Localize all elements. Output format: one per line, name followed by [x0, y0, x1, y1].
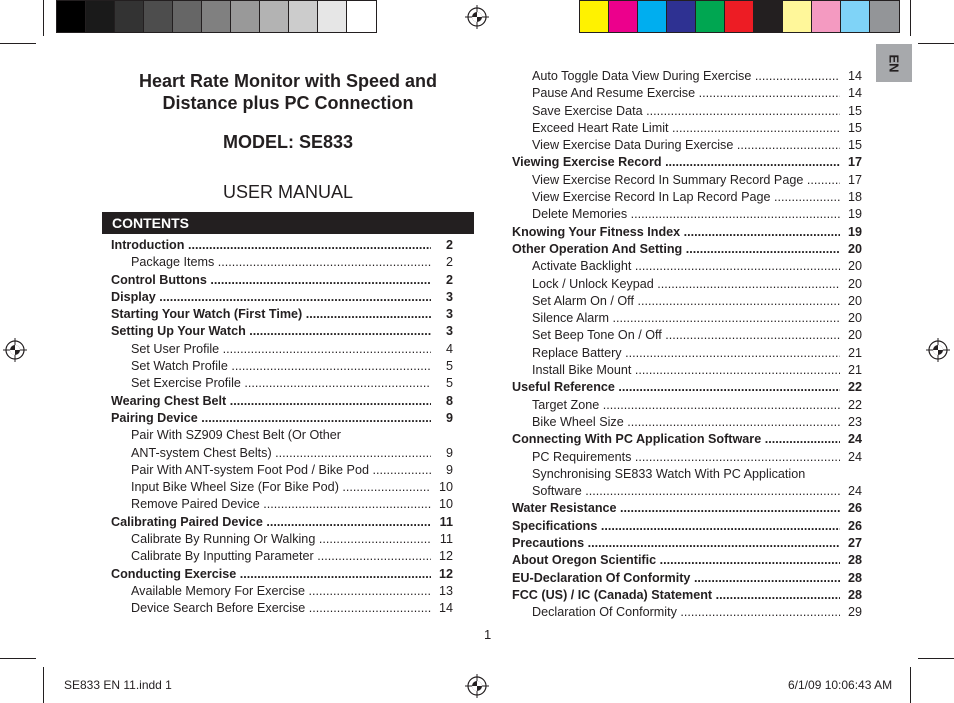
toc-entry-title: Calibrating Paired Device ..... [111, 514, 431, 531]
toc-entry-page: 12 [431, 548, 453, 565]
page-number: 1 [484, 627, 492, 642]
toc-entry-page: 24 [840, 449, 862, 466]
toc-entry-title: Remove Paired Device ..... [111, 496, 431, 513]
color-swatch [754, 1, 783, 32]
toc-entry-page: 15 [840, 103, 862, 120]
color-swatch [260, 1, 289, 32]
toc-entry-title: Pause And Resume Exercise ..... [512, 85, 840, 102]
toc-entry-title: Set Watch Profile ..... [111, 358, 431, 375]
manual-title-line-2: Distance plus PC Connection [162, 93, 414, 113]
toc-entry [512, 154, 862, 171]
toc-entry-page: 23 [840, 414, 862, 431]
toc-entry-page: 21 [840, 362, 862, 379]
toc-entry [512, 500, 862, 517]
toc-entry-title: Delete Memories ..... [512, 206, 840, 223]
color-swatch [725, 1, 754, 32]
language-tab [876, 44, 912, 82]
toc-entry-title: Synchronising SE833 Watch With PC Application [532, 466, 806, 481]
toc-entry [512, 241, 862, 258]
toc-entry-title: Pair With SZ909 Chest Belt (Or Other [131, 428, 341, 443]
toc-entry-page: 28 [840, 587, 862, 604]
toc-entry [512, 206, 862, 223]
toc-entry [512, 379, 862, 396]
crop-mark [43, 0, 44, 36]
toc-entry-page: 18 [840, 189, 862, 206]
toc-entry [111, 323, 453, 340]
toc-entry [512, 258, 862, 275]
color-swatch [115, 1, 144, 32]
toc-entry-title: Set Beep Tone On / Off ..... [512, 327, 840, 344]
toc-entry-title: View Exercise Record In Summary Record Page ..... [512, 172, 840, 189]
crop-mark [43, 667, 44, 703]
toc-entry [111, 548, 453, 565]
crop-mark [910, 0, 911, 36]
toc-entry [111, 600, 453, 617]
toc-entry-page: 24 [840, 483, 862, 500]
registration-mark-icon [465, 5, 489, 29]
toc-entry-title: Set User Profile ..... [111, 341, 431, 358]
toc-entry-page: 19 [840, 206, 862, 223]
toc-entry-page: 19 [840, 224, 862, 241]
toc-entry-title: Available Memory For Exercise ..... [111, 583, 431, 600]
toc-entry-page: 11 [431, 531, 453, 548]
color-swatch [231, 1, 260, 32]
model-number: MODEL: SE833 [222, 132, 354, 152]
toc-entry [512, 414, 862, 431]
toc-entry [512, 327, 862, 344]
footer-filename: SE833 EN 11.indd 1 [64, 678, 172, 692]
color-swatch [783, 1, 812, 32]
toc-entry [512, 431, 862, 448]
toc-entry-title: Other Operation And Setting ..... [512, 241, 840, 258]
toc-entry [512, 276, 862, 293]
toc-entry-title: Setting Up Your Watch ..... [111, 323, 431, 340]
toc-entry [111, 427, 453, 444]
toc-entry-title: Water Resistance ..... [512, 500, 840, 517]
toc-entry-title: Silence Alarm ..... [512, 310, 840, 327]
manual-title-line-1: Heart Rate Monitor with Speed and [138, 71, 438, 91]
toc-entry [512, 120, 862, 137]
toc-entry-title: Set Alarm On / Off ..... [512, 293, 840, 310]
toc-entry-title: EU-Declaration Of Conformity ..... [512, 570, 840, 587]
toc-entry-page: 20 [840, 327, 862, 344]
toc-entry-title: View Exercise Data During Exercise ..... [512, 137, 840, 154]
grayscale-color-bar [56, 0, 377, 33]
toc-entry [111, 496, 453, 513]
toc-entry [111, 566, 453, 583]
color-swatch [870, 1, 899, 32]
toc-entry [111, 514, 453, 531]
toc-entry-page: 2 [431, 254, 453, 271]
toc-entry-title: FCC (US) / IC (Canada) Statement ..... [512, 587, 840, 604]
toc-entry-page: 11 [431, 514, 453, 531]
toc-entry-page: 21 [840, 345, 862, 362]
color-swatch [318, 1, 347, 32]
toc-entry-page: 20 [840, 293, 862, 310]
toc-entry [111, 358, 453, 375]
toc-entry-title: Auto Toggle Data View During Exercise ..... [512, 68, 840, 85]
color-swatch [812, 1, 841, 32]
toc-entry [512, 397, 862, 414]
toc-entry-title: Useful Reference ..... [512, 379, 840, 396]
toc-entry-page: 15 [840, 120, 862, 137]
color-swatch [289, 1, 318, 32]
toc-entry [111, 479, 453, 496]
toc-entry-title: Input Bike Wheel Size (For Bike Pod) ..... [111, 479, 431, 496]
toc-entry-page: 10 [431, 479, 453, 496]
toc-entry-title: Starting Your Watch (First Time) ..... [111, 306, 431, 323]
toc-entry-title: About Oregon Scientific ..... [512, 552, 840, 569]
toc-entry [512, 310, 862, 327]
toc-entry [111, 393, 453, 410]
toc-entry-page: 9 [431, 410, 453, 427]
toc-entry [512, 85, 862, 102]
toc-entry-page: 22 [840, 397, 862, 414]
toc-entry [111, 410, 453, 427]
process-color-bar [579, 0, 900, 33]
toc-entry [512, 535, 862, 552]
toc-entry [512, 449, 862, 466]
color-swatch [609, 1, 638, 32]
toc-entry [512, 552, 862, 569]
toc-entry-title: Target Zone ..... [512, 397, 840, 414]
toc-entry-title: Control Buttons ..... [111, 272, 431, 289]
toc-entry-title: PC Requirements ..... [512, 449, 840, 466]
toc-entry-page: 4 [431, 341, 453, 358]
toc-entry [111, 237, 453, 254]
color-swatch [580, 1, 609, 32]
toc-entry [512, 362, 862, 379]
toc-entry-title: Pairing Device ..... [111, 410, 431, 427]
table-of-contents-left [111, 237, 453, 618]
contents-label: CONTENTS [112, 215, 189, 231]
toc-entry [111, 375, 453, 392]
crop-mark [0, 43, 36, 44]
toc-entry-title: Connecting With PC Application Software ..... [512, 431, 840, 448]
toc-entry [512, 345, 862, 362]
toc-entry [111, 531, 453, 548]
color-swatch [202, 1, 231, 32]
toc-entry-title: Activate Backlight ..... [512, 258, 840, 275]
toc-entry-page: 12 [431, 566, 453, 583]
toc-entry-page: 9 [431, 445, 453, 462]
color-swatch [173, 1, 202, 32]
toc-entry-page: 17 [840, 154, 862, 171]
footer-timestamp: 6/1/09 10:06:43 AM [788, 678, 893, 692]
toc-entry-page: 24 [840, 431, 862, 448]
toc-entry-page: 20 [840, 258, 862, 275]
toc-entry-page: 14 [840, 85, 862, 102]
color-swatch [86, 1, 115, 32]
toc-entry-page: 3 [431, 289, 453, 306]
toc-entry-title: Calibrate By Running Or Walking ..... [111, 531, 431, 548]
toc-entry-page: 28 [840, 552, 862, 569]
toc-entry [512, 103, 862, 120]
toc-entry [512, 570, 862, 587]
toc-entry-page: 28 [840, 570, 862, 587]
toc-entry [512, 518, 862, 535]
toc-entry [111, 306, 453, 323]
color-swatch [57, 1, 86, 32]
toc-entry [111, 462, 453, 479]
toc-entry [512, 587, 862, 604]
toc-entry [111, 341, 453, 358]
toc-entry-title: ANT-system Chest Belts) ..... [111, 445, 431, 462]
toc-entry-page: 2 [431, 272, 453, 289]
toc-entry-page: 22 [840, 379, 862, 396]
toc-entry-title: Conducting Exercise ..... [111, 566, 431, 583]
toc-entry-page: 17 [840, 172, 862, 189]
color-swatch [667, 1, 696, 32]
table-of-contents-right [512, 68, 862, 622]
toc-entry [512, 293, 862, 310]
toc-entry-page: 20 [840, 276, 862, 293]
crop-mark [918, 658, 954, 659]
toc-entry [512, 189, 862, 206]
contents-header-bar [102, 212, 474, 234]
toc-entry [512, 224, 862, 241]
crop-mark [0, 658, 36, 659]
toc-entry [111, 272, 453, 289]
toc-entry-page: 10 [431, 496, 453, 513]
color-swatch [144, 1, 173, 32]
toc-entry [512, 172, 862, 189]
toc-entry [111, 254, 453, 271]
toc-entry [512, 466, 862, 483]
toc-entry [512, 68, 862, 85]
toc-entry [111, 289, 453, 306]
crop-mark [918, 43, 954, 44]
toc-entry-title: Introduction ..... [111, 237, 431, 254]
user-manual-heading: USER MANUAL [222, 182, 354, 202]
toc-entry-title: Software ..... [512, 483, 840, 500]
registration-mark-icon [465, 674, 489, 698]
toc-entry-title: Replace Battery ..... [512, 345, 840, 362]
toc-entry-page: 26 [840, 500, 862, 517]
toc-entry-title: Precautions ..... [512, 535, 840, 552]
toc-entry-title: Save Exercise Data ..... [512, 103, 840, 120]
toc-entry-title: Package Items ..... [111, 254, 431, 271]
toc-entry-page: 2 [431, 237, 453, 254]
toc-entry-page: 27 [840, 535, 862, 552]
registration-mark-icon [926, 338, 950, 362]
toc-entry [512, 483, 862, 500]
toc-entry-title: View Exercise Record In Lap Record Page ..... [512, 189, 840, 206]
toc-entry-page: 20 [840, 310, 862, 327]
toc-entry-page: 5 [431, 375, 453, 392]
toc-entry-title: Set Exercise Profile ..... [111, 375, 431, 392]
toc-entry-title: Pair With ANT-system Foot Pod / Bike Pod ..... [111, 462, 431, 479]
toc-entry-page: 15 [840, 137, 862, 154]
toc-entry-page: 26 [840, 518, 862, 535]
toc-entry-page: 20 [840, 241, 862, 258]
toc-entry-title: Lock / Unlock Keypad ..... [512, 276, 840, 293]
toc-entry-page: 5 [431, 358, 453, 375]
color-swatch [638, 1, 667, 32]
toc-entry-title: Bike Wheel Size ..... [512, 414, 840, 431]
toc-entry-page: 14 [840, 68, 862, 85]
toc-entry-title: Calibrate By Inputting Parameter ..... [111, 548, 431, 565]
color-swatch [347, 1, 376, 32]
toc-entry [111, 445, 453, 462]
toc-entry [512, 604, 862, 621]
toc-entry-page: 13 [431, 583, 453, 600]
toc-entry-page: 3 [431, 323, 453, 340]
toc-entry-page: 9 [431, 462, 453, 479]
toc-entry [512, 137, 862, 154]
language-tab-label: EN [886, 53, 902, 73]
color-swatch [841, 1, 870, 32]
crop-mark [910, 667, 911, 703]
toc-entry-title: Exceed Heart Rate Limit ..... [512, 120, 840, 137]
toc-entry-title: Display ..... [111, 289, 431, 306]
toc-entry-page: 8 [431, 393, 453, 410]
toc-entry-title: Declaration Of Conformity ..... [512, 604, 840, 621]
toc-entry-page: 14 [431, 600, 453, 617]
toc-entry-page: 29 [840, 604, 862, 621]
toc-entry [111, 583, 453, 600]
toc-entry-title: Viewing Exercise Record ..... [512, 154, 840, 171]
toc-entry-title: Wearing Chest Belt ..... [111, 393, 431, 410]
registration-mark-icon [3, 338, 27, 362]
toc-entry-title: Specifications ..... [512, 518, 840, 535]
toc-entry-page: 3 [431, 306, 453, 323]
toc-entry-title: Knowing Your Fitness Index ..... [512, 224, 840, 241]
toc-entry-title: Install Bike Mount ..... [512, 362, 840, 379]
toc-entry-title: Device Search Before Exercise ..... [111, 600, 431, 617]
color-swatch [696, 1, 725, 32]
